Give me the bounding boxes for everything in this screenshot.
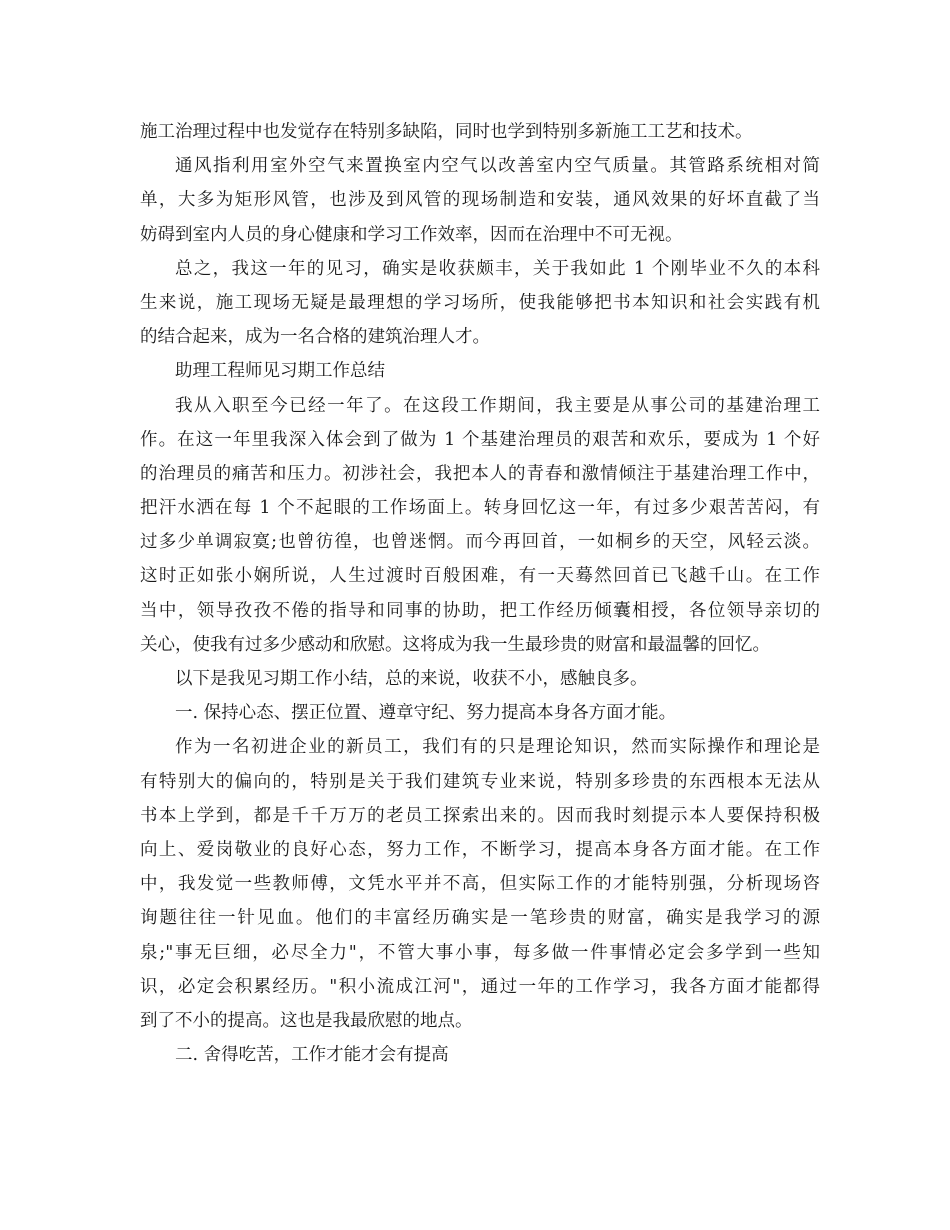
text-line: 关心，使我有过多少感动和欣慰。这将成为我一生最珍贵的财富和最温馨的回忆。 xyxy=(140,634,770,655)
text-line: 当中，领导孜孜不倦的指导和同事的协助，把工作经历倾囊相授，各位领导亲切的 xyxy=(140,600,820,621)
text-line: 的治理员的痛苦和压力。初涉社会，我把本人的青春和激情倾注于基建治理工作中， xyxy=(140,463,820,484)
text-line: 把汗水洒在每 1 个不起眼的工作场面上。转身回忆这一年，有过多少艰苦苦闷，有 xyxy=(140,498,820,519)
section-heading: 一. 保持心态、摆正位置、遵章守纪、努力提高本身各方面才能。 xyxy=(175,703,677,724)
text-line: 这时正如张小娴所说，人生过渡时百般困难，有一天蓦然回首已飞越千山。在工作 xyxy=(140,566,820,587)
text-line: 以下是我见习期工作小结，总的来说，收获不小，感触良多。 xyxy=(175,669,648,689)
text-line: 作。在这一年里我深入体会到了做为 1 个基建治理员的艰苦和欢乐，要成为 1 个好 xyxy=(140,429,820,450)
text-line: 总之，我这一年的见习，确实是收获颇丰，关于我如此 1 个刚毕业不久的本科 xyxy=(175,258,820,279)
text-line: 单，大多为矩形风管，也涉及到风管的现场制造和安装，通风效果的好坏直截了当 xyxy=(140,190,820,211)
text-line: 施工治理过程中也发觉存在特别多缺陷，同时也学到特别多新施工工艺和技术。 xyxy=(140,122,753,142)
text-line: 书本上学到，都是千千万万的老员工探索出来的。因而我时刻提示本人要保持积极 xyxy=(140,805,820,826)
text-line: 识，必定会积累经历。"积小流成江河"，通过一年的工作学习，我各方面才能都得 xyxy=(140,976,820,997)
document-body xyxy=(140,115,820,1072)
text-line: 的结合起来，成为一名合格的建筑治理人才。 xyxy=(140,327,490,348)
text-line: 妨碍到室内人员的身心健康和学习工作效率，因而在治理中不可无视。 xyxy=(140,224,683,245)
text-line: 我从入职至今已经一年了。在这段工作期间，我主要是从事公司的基建治理工 xyxy=(175,395,820,416)
section-heading: 助理工程师见习期工作总结 xyxy=(175,361,385,382)
section-heading: 二. 舍得吃苦，工作才能才会有提高 xyxy=(175,1045,449,1066)
text-line: 询题往往一针见血。他们的丰富经历确实是一笔珍贵的财富，确实是我学习的源 xyxy=(140,908,820,929)
text-line: 到了不小的提高。这也是我最欣慰的地点。 xyxy=(140,1010,473,1031)
text-line: 过多少单调寂寞;也曾彷徨，也曾迷惘。而今再回首，一如桐乡的天空，风轻云淡。 xyxy=(140,532,820,553)
text-line: 泉;"事无巨细，必尽全力"，不管大事小事，每多做一件事情必定会多学到一些知 xyxy=(140,942,820,963)
text-line: 生来说，施工现场无疑是最理想的学习场所，使我能够把书本知识和社会实践有机 xyxy=(140,292,820,313)
text-line: 向上、爱岗敬业的良好心态，努力工作，不断学习，提高本身各方面才能。在工作 xyxy=(140,839,820,860)
text-line: 有特别大的偏向的，特别是关于我们建筑专业来说，特别多珍贵的东西根本无法从 xyxy=(140,771,820,792)
text-line: 中，我发觉一些教师傅，文凭水平并不高，但实际工作的才能特别强，分析现场咨 xyxy=(140,874,820,895)
text-line: 通风指利用室外空气来置换室内空气以改善室内空气质量。其管路系统相对简 xyxy=(175,156,820,177)
text-line: 作为一名初进企业的新员工，我们有的只是理论知识，然而实际操作和理论是 xyxy=(175,737,820,758)
